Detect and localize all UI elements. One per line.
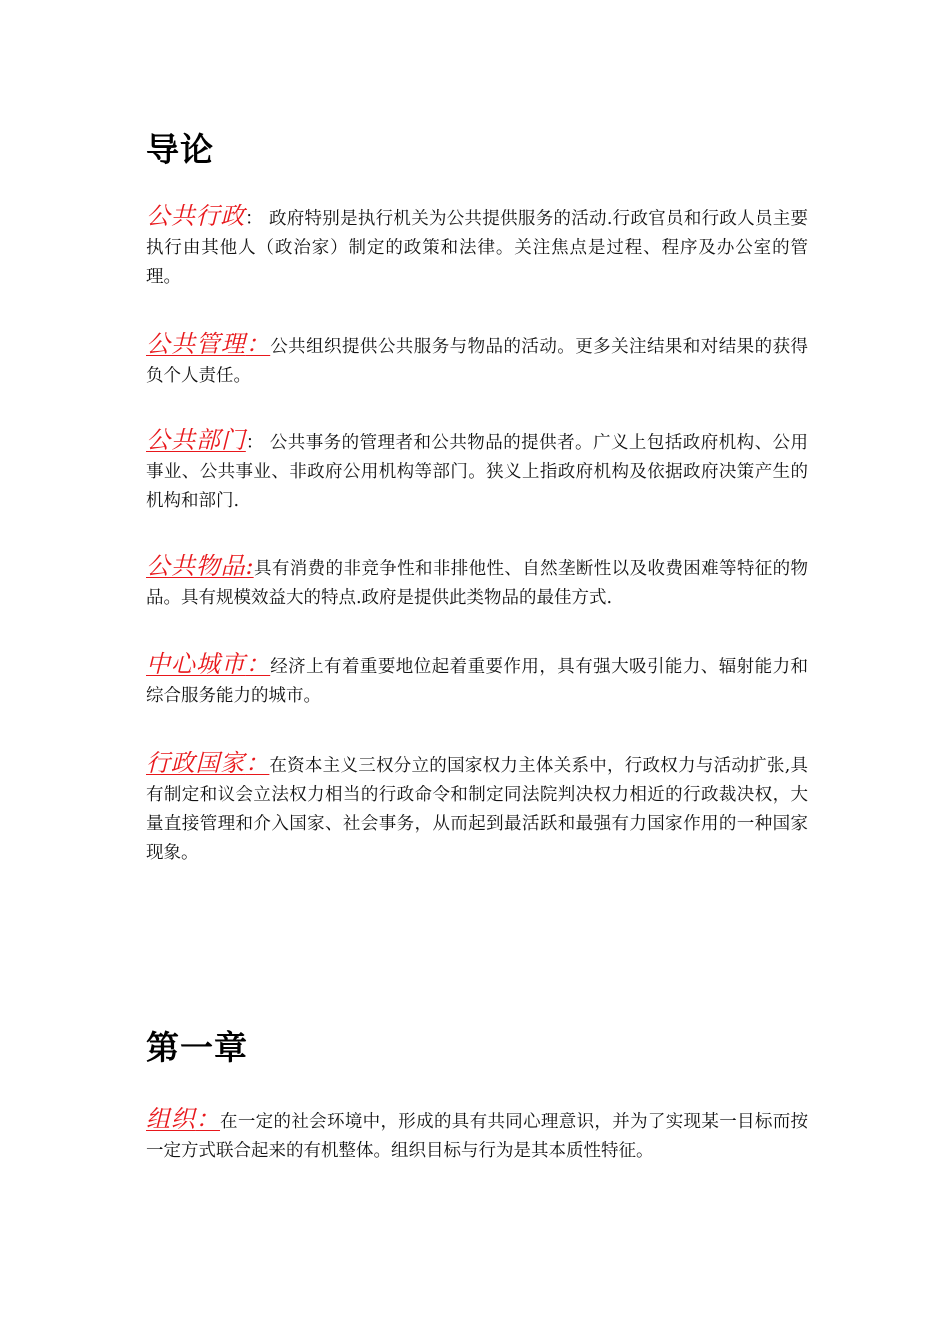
definition-separator: ： <box>245 749 270 777</box>
definition-text: 具有消费的非竞争性和非排他性、自然垄断性以及收费困难等特征的物品。具有规模效益大的特点.政府是提供此类物品的最佳方式. <box>146 559 809 608</box>
definition-separator: ： <box>195 1105 221 1133</box>
definition-term: 行政国家 <box>146 749 246 777</box>
section-heading-intro: 导论 <box>146 130 214 169</box>
definition-text: 公共组织提供公共服务与物品的活动。更多关注结果和对结果的获得负个人责任。 <box>146 337 809 386</box>
definition-text: 在一定的社会环境中，形成的具有共同心理意识，并为了实现某一目标而按一定方式联合起来的有机整体。组织目标与行为是其本质性特征。 <box>146 1112 809 1161</box>
definition-term: 公共管理 <box>146 330 246 358</box>
definition-entry <box>146 330 808 391</box>
definition-term: 组织 <box>146 1105 196 1133</box>
section-heading-chapter-one: 第一章 <box>146 1028 248 1067</box>
definition-separator: : <box>245 552 254 580</box>
definition-entry <box>146 650 808 711</box>
definition-term: 公共行政 <box>146 202 246 230</box>
definition-entry <box>146 749 808 868</box>
definition-text: 经济上有着重要地位起着重要作用，具有强大吸引能力、辐射能力和综合服务能力的城市。 <box>146 657 809 706</box>
definition-text: 公共事务的管理者和公共物品的提供者。广义上包括政府机构、公用事业、公共事业、非政府公用机构等部门。狭义上指政府机构及依据政府决策产生的机构和部门. <box>146 433 809 511</box>
definition-entry <box>146 552 808 613</box>
definition-separator: ： <box>245 209 263 229</box>
definition-term: 公共部门 <box>146 426 246 454</box>
definition-entry <box>146 202 808 292</box>
definition-separator: ： <box>245 330 271 358</box>
definition-separator: ： <box>245 650 271 678</box>
definition-term: 中心城市 <box>146 650 246 678</box>
definition-separator: ： <box>245 433 264 453</box>
definition-entry <box>146 1105 808 1166</box>
definition-term: 公共物品 <box>146 552 246 580</box>
definition-text: 在资本主义三权分立的国家权力主体关系中，行政权力与活动扩张,具有制定和议会立法权力相当的行政命令和制定同法院判决权力相近的行政裁决权，大量直接管理和介入国家、社会事务，从而起到最活跃和最强有力国家作用的一种国家现象。 <box>146 756 809 863</box>
definition-entry <box>146 426 808 516</box>
definition-text: 政府特别是执行机关为公共提供服务的活动.行政官员和行政人员主要执行由其他人（政治家）制定的政策和法律。关注焦点是过程、程序及办公室的管理。 <box>146 209 809 287</box>
